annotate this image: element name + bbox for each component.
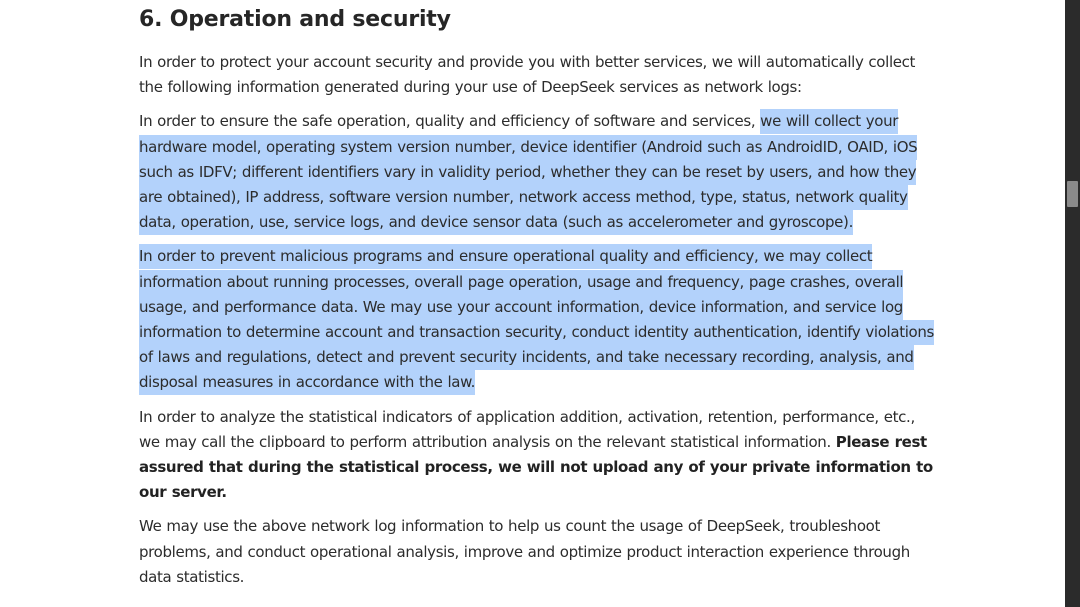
vertical-scrollbar[interactable] xyxy=(1065,0,1080,607)
bold-assurance-text: Please rest assured that during the statistical process, we will not upload any of your private information to our server. xyxy=(139,432,933,502)
paragraph-device-info xyxy=(139,109,939,235)
paragraph-text: In order to analyze the statistical indicators of application addition, activation, retention, performance, etc., we may call the clipboard to perform attribution analysis on the relevant statistical information. xyxy=(139,407,915,451)
paragraph-text: In order to protect your account security and provide you with better services, we will automatically collect the following information generated during your use of DeepSeek services as network logs: xyxy=(139,53,916,97)
paragraph-statistical-indicators xyxy=(139,405,939,506)
section-title: 6. Operation and security xyxy=(139,7,451,32)
paragraph-usage-statistics xyxy=(139,514,939,590)
selected-text[interactable]: we will collect your hardware model, operating system version number, device identifier (Android such as AndroidID, OAID, iOS such as IDFV; different identifiers vary in validity period, whether they can be reset by users, and how they are obtained), IP address, software version number, network access method, type, status, network quality data, operation, use, service logs, and device sensor data (such as accelerometer and gyroscope). xyxy=(139,109,917,235)
paragraph-malicious-programs xyxy=(139,244,939,395)
scrollbar-thumb[interactable] xyxy=(1067,181,1078,207)
paragraph-text: We may use the above network log information to help us count the usage of DeepSeek, troubleshoot problems, and conduct operational analysis, improve and optimize product interaction experience through data statistics. xyxy=(139,517,910,586)
paragraph-text: In order to ensure the safe operation, quality and efficiency of software and services, xyxy=(139,112,761,131)
selected-text[interactable]: In order to prevent malicious programs and ensure operational quality and efficiency, we may collect information about running processes, overall page operation, usage and frequency, page crashes, overall usage, and performance data. We may use your account information, device information, and service log information to determine account and transaction security, conduct identity authentication, identify violations of laws and regulations, detect and prevent security incidents, and take necessary recording, analysis, and disposal measures in accordance with the law. xyxy=(139,244,934,395)
policy-content xyxy=(139,4,939,599)
paragraph-network-logs-intro xyxy=(139,50,939,100)
